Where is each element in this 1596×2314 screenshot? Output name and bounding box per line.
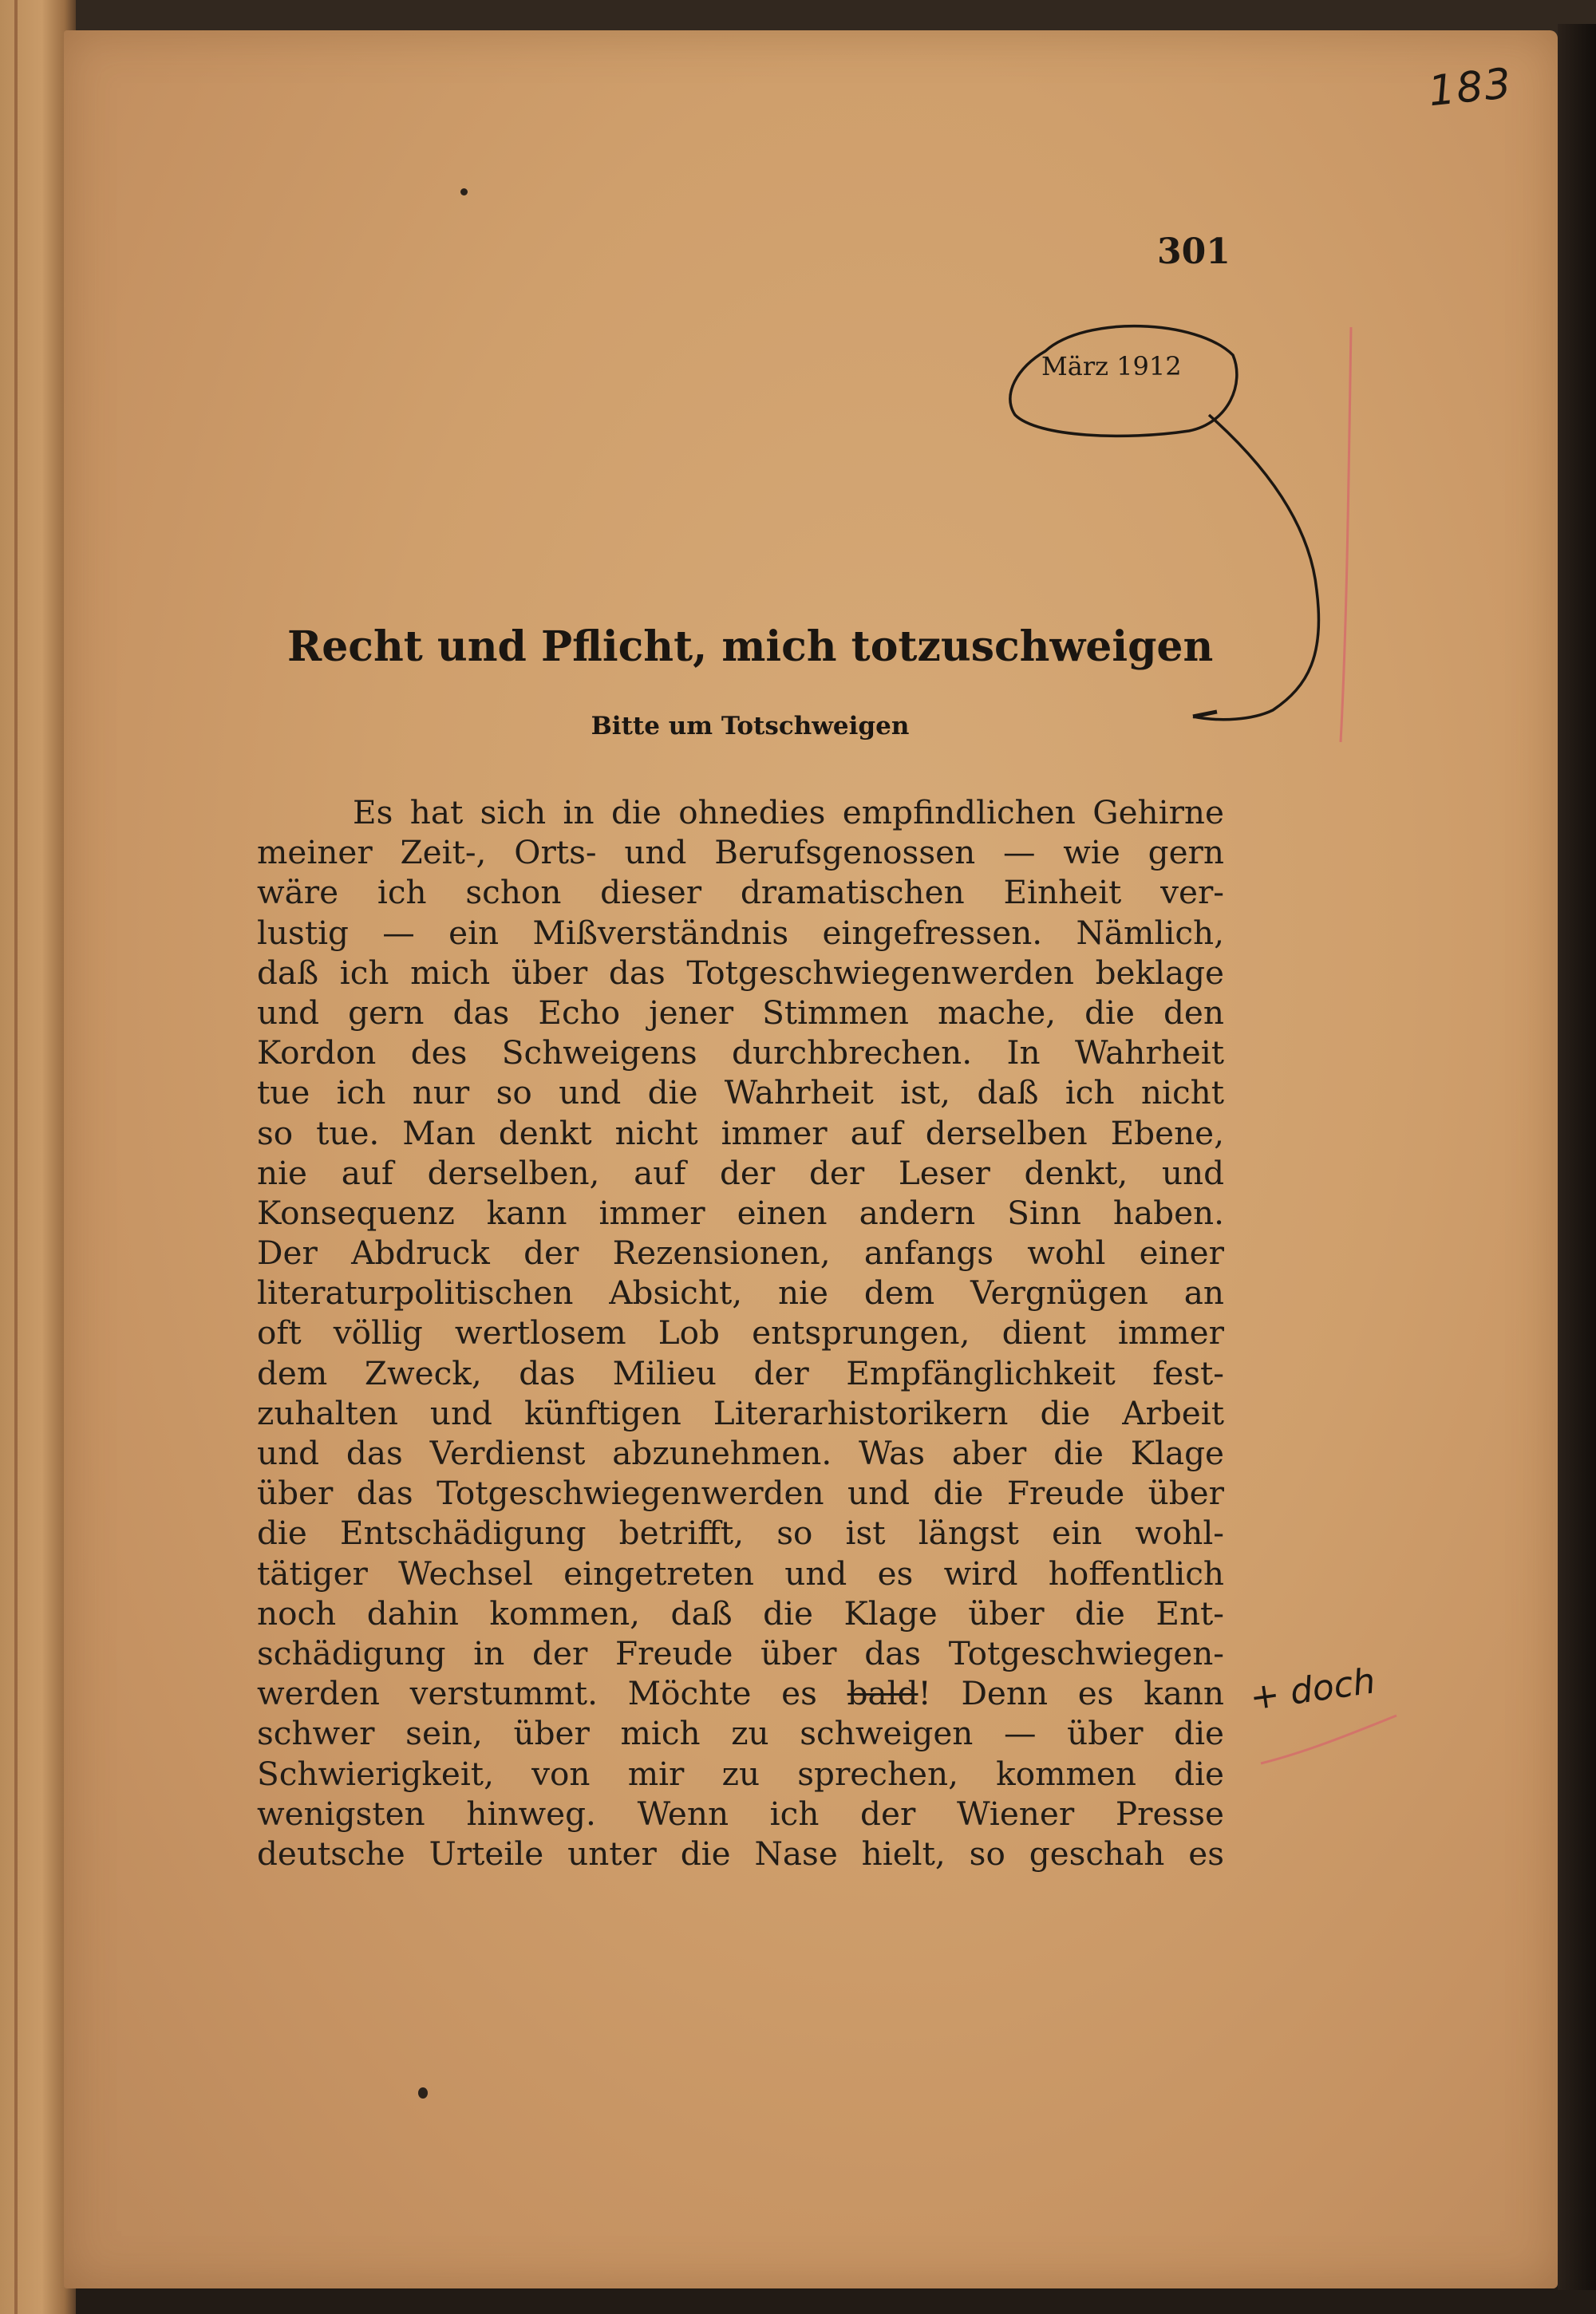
article-body — [257, 792, 1224, 1874]
line-text-before: werden verstummt. Möchte es — [257, 1674, 847, 1713]
date-label: März 1912 — [1041, 351, 1182, 381]
body-line: und gern das Echo jener Stimmen mache, die den — [257, 993, 1224, 1032]
body-line: Der Abdruck der Rezensionen, anfangs wohl einer — [257, 1234, 1224, 1273]
body-line: zuhalten und künftigen Literarhistorikern die Arbeit — [257, 1393, 1224, 1432]
body-line: schädigung in der Freude über das Totgeschwiegen- — [257, 1633, 1224, 1672]
article-title: Recht und Pflicht, mich totzuschweigen — [287, 622, 1214, 671]
body-line: wäre ich schon dieser dramatischen Einheit ver- — [257, 873, 1224, 912]
body-line: Kordon des Schweigens durchbrechen. In Wahrheit — [257, 1033, 1224, 1072]
handwritten-folio-number: 183 — [1426, 59, 1515, 116]
body-line: tue ich nur so und die Wahrheit ist, daß ich nicht — [257, 1073, 1224, 1112]
body-line: meiner Zeit-, Orts- und Berufsgenossen — wie gern — [257, 833, 1224, 872]
body-line: und das Verdienst abzunehmen. Was aber die Klage — [257, 1434, 1224, 1472]
body-line: noch dahin kommen, daß die Klage über die Ent- — [257, 1593, 1224, 1633]
adjacent-page-fold — [14, 0, 18, 2314]
body-line: literaturpolitischen Absicht, nie dem Vergnügen an — [257, 1273, 1224, 1313]
body-line: Konsequenz kann immer einen andern Sinn haben. — [257, 1193, 1224, 1232]
struck-word: bald — [847, 1674, 918, 1713]
body-line: über das Totgeschwiegenwerden und die Freude über — [257, 1474, 1224, 1513]
body-line: so tue. Man denkt nicht immer auf derselben Ebene, — [257, 1113, 1224, 1152]
line-text-after: ! Denn es kann — [918, 1674, 1225, 1713]
body-line: lustig — ein Mißverständnis eingefressen. Nämlich, — [257, 913, 1224, 952]
handwritten-margin-note: + doch — [1247, 1660, 1378, 1719]
ink-speck — [460, 188, 468, 195]
body-line: tätiger Wechsel eingetreten und es wird hoffentlich — [257, 1554, 1224, 1593]
body-line: deutsche Urteile unter die Nase hielt, so geschah es — [257, 1834, 1224, 1873]
body-line: daß ich mich über das Totgeschwiegenwerden beklage — [257, 953, 1224, 992]
body-line-with-correction — [257, 1673, 1224, 1713]
body-line: Schwierigkeit, von mir zu sprechen, kommen die — [257, 1754, 1224, 1793]
body-line: Es hat sich in die ohnedies empfindlichen Gehirne — [353, 793, 1224, 831]
page-number: 301 — [1157, 231, 1231, 272]
body-line: oft völlig wertlosem Lob entsprungen, dient immer — [257, 1313, 1224, 1352]
article-subtitle: Bitte um Totschweigen — [591, 712, 910, 740]
body-line: schwer sein, über mich zu schweigen — über die — [257, 1714, 1224, 1753]
body-line: die Entschädigung betrifft, so ist längst ein wohl- — [257, 1514, 1224, 1553]
right-shadow — [1558, 24, 1596, 2290]
ink-speck — [418, 2087, 428, 2099]
body-line: dem Zweck, das Milieu der Empfänglichkeit fest- — [257, 1353, 1224, 1392]
body-line: nie auf derselben, auf der der Leser denkt, und — [257, 1153, 1224, 1192]
body-line: wenigsten hinweg. Wenn ich der Wiener Presse — [257, 1794, 1224, 1833]
